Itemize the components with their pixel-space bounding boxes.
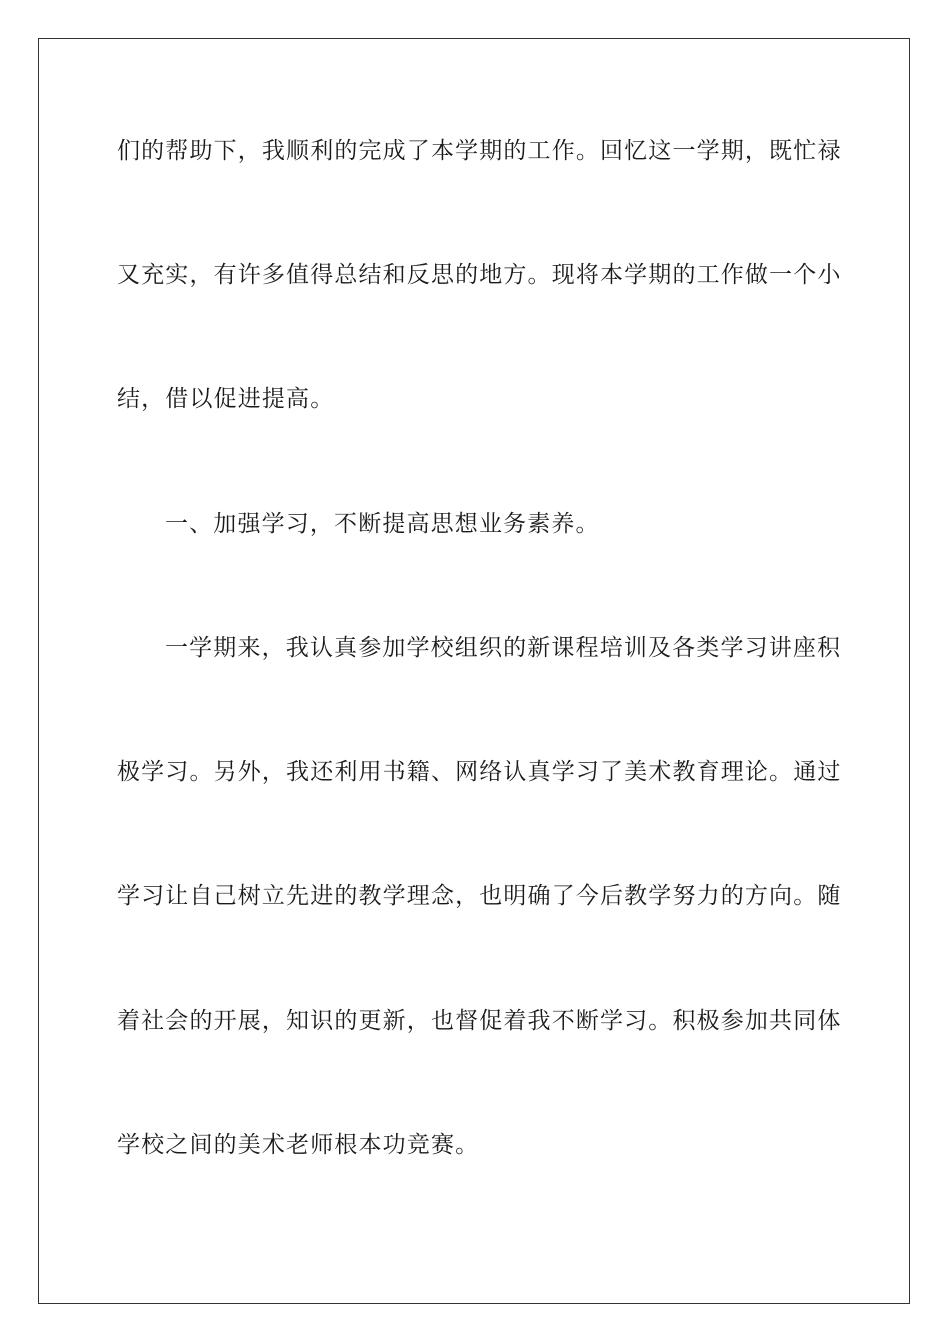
paragraph-1-line-1: 们的帮助下，我顺利的完成了本学期的工作。回忆这一学期，既忙禄: [117, 138, 842, 164]
paragraph-1-line-3: 结，借以促进提高。: [117, 386, 335, 412]
paragraph-1-line-2: 又充实，有许多值得总结和反思的地方。现将本学期的工作做一个小: [117, 262, 842, 288]
paragraph-2-line-2: 极学习。另外，我还利用书籍、网络认真学习了美术教育理论。通过: [117, 759, 842, 785]
section-heading-1: 一、加强学习，不断提高思想业务素养。: [165, 511, 600, 537]
paragraph-2-line-4: 着社会的开展，知识的更新，也督促着我不断学习。积极参加共同体: [117, 1008, 842, 1034]
page-border: [38, 38, 910, 1304]
paragraph-2-line-1: 一学期来，我认真参加学校组织的新课程培训及各类学习讲座积: [165, 635, 842, 661]
paragraph-2-line-5: 学校之间的美术老师根本功竞赛。: [117, 1132, 480, 1158]
paragraph-2-line-3: 学习让自己树立先进的教学理念，也明确了今后教学努力的方向。随: [117, 883, 842, 909]
